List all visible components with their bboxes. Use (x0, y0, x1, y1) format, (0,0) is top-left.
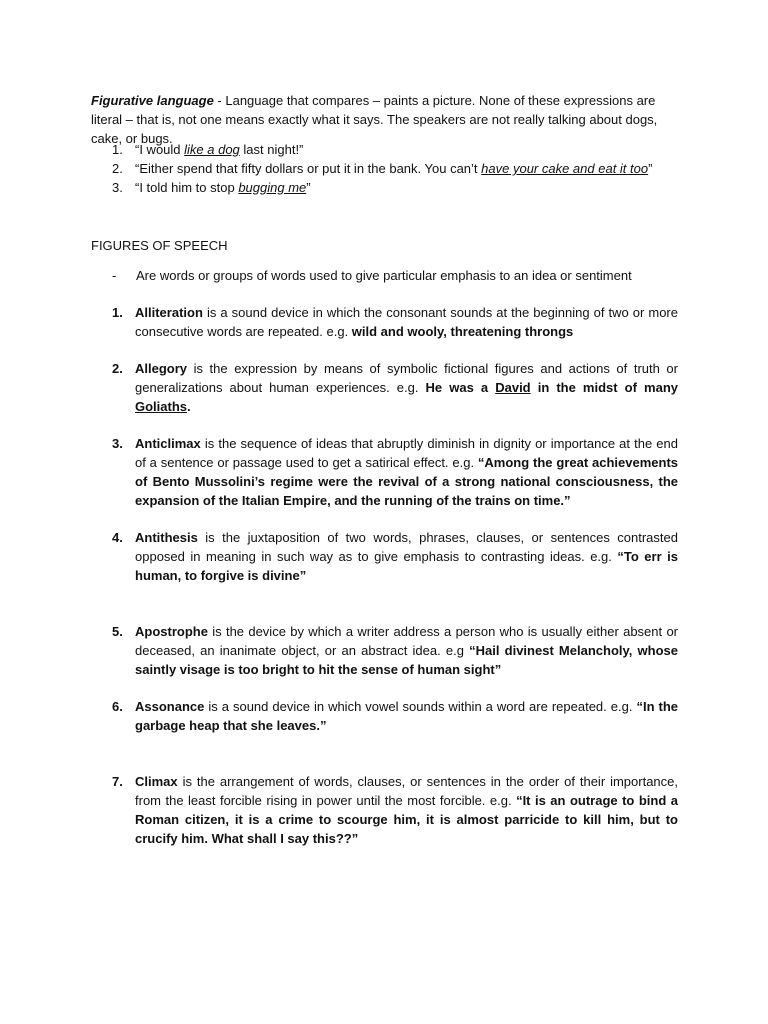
figure-item-assonance (112, 697, 678, 735)
figure-name: Assonance (135, 699, 205, 714)
example-underlined-phrase: bugging me (238, 180, 307, 195)
figure-example: “In the garbage heap that she leaves.” (135, 699, 678, 733)
dash-bullet: - (112, 268, 117, 283)
figure-item-apostrophe (112, 622, 678, 679)
figure-example-underlined: Goliaths (135, 399, 188, 414)
figure-number: 2. (112, 361, 123, 376)
example-text-end: ” (648, 161, 653, 176)
figure-text: is the expression by means of symbolic fictional figures and actions of truth or generalizations about human experiences. e.g. (135, 361, 678, 395)
figure-item-anticlimax (112, 434, 678, 510)
figure-example: He was a (425, 380, 496, 395)
example-number: 1. (112, 142, 123, 157)
example-underlined-phrase: have your cake and eat it too (481, 161, 649, 176)
example-underlined-phrase: like a dog (184, 142, 240, 157)
figure-name: Alliteration (135, 305, 203, 320)
figure-text: is the device by which a writer address a person who is usually either absent or deceased, an inanimate object, or an abstract idea. e.g (135, 624, 678, 658)
figure-item-antithesis (112, 528, 678, 585)
figure-number: 5. (112, 624, 123, 639)
figure-item-alliteration (112, 303, 678, 341)
example-text: “Either spend that fifty dollars or put it in the bank. You can’t (135, 161, 482, 176)
example-item (112, 178, 692, 197)
figure-number: 1. (112, 305, 123, 320)
intro-term: Figurative language (91, 93, 214, 108)
figure-number: 3. (112, 436, 123, 451)
figure-item-allegory (112, 359, 678, 416)
figure-example-underlined: David (495, 380, 531, 395)
figure-text: is the arrangement of words, clauses, or sentences in the order of their importance, from the least forcible rising in power until the most forcible. e.g. (135, 774, 678, 808)
figure-example: “It is an outrage to bind a Roman citizen, it is a crime to scourge him, it is almost parricide to kill him, but to crucify him. What shall I say this??” (135, 793, 678, 846)
example-item (112, 159, 692, 178)
figure-number: 6. (112, 699, 123, 714)
figure-number: 7. (112, 774, 123, 789)
figure-text: is a sound device in which vowel sounds within a word are repeated. e.g. (204, 699, 637, 714)
example-number: 3. (112, 180, 123, 195)
example-text: “I told him to stop (135, 180, 239, 195)
definition-text: Are words or groups of words used to give particular emphasis to an idea or sentiment (136, 268, 632, 283)
figure-text: is a sound device in which the consonant sounds at the beginning of two or more consecutive words are repeated. e.g. (135, 305, 678, 339)
example-text-end: ” (306, 180, 311, 195)
figure-example: in the midst of many (530, 380, 678, 395)
figure-example: “Hail divinest Melancholy, whose saintly visage is too bright to hit the sense of human sight” (135, 643, 678, 677)
section-title: FIGURES OF SPEECH (91, 238, 228, 253)
figure-name: Climax (135, 774, 178, 789)
figure-name: Allegory (135, 361, 188, 376)
figure-text: is the sequence of ideas that abruptly diminish in dignity or importance at the end of a sentence or passage used to get a satirical effect. e.g. (135, 436, 678, 470)
figure-name: Anticlimax (135, 436, 201, 451)
example-list (112, 140, 692, 197)
figure-example: . (187, 399, 191, 414)
figure-number: 4. (112, 530, 123, 545)
figure-example: “Among the great achievements of Bento Mussolini’s regime were the revival of a strong national consciousness, the expansion of the Italian Empire, and the running of the trains on time.” (135, 455, 679, 508)
figure-example: “To err is human, to forgive is divine” (135, 549, 678, 583)
figure-name: Antithesis (135, 530, 198, 545)
figure-example: wild and wooly, threatening throngs (351, 324, 574, 339)
figure-text: is the juxtaposition of two words, phrases, clauses, or sentences contrasted opposed in meaning in such way as to give emphasis to contrasting ideas. e.g. (135, 530, 678, 564)
example-number: 2. (112, 161, 123, 176)
figure-name: Apostrophe (135, 624, 208, 639)
example-text: “I would (135, 142, 185, 157)
figure-item-climax (112, 772, 678, 848)
example-text-end: last night!” (239, 142, 304, 157)
example-item (112, 140, 692, 159)
intro-text: - Language that compares – paints a picture. None of these expressions are literal – that is, not one means exactly what it says. The speakers are not really talking about dogs, cake, or bugs. (91, 93, 658, 146)
